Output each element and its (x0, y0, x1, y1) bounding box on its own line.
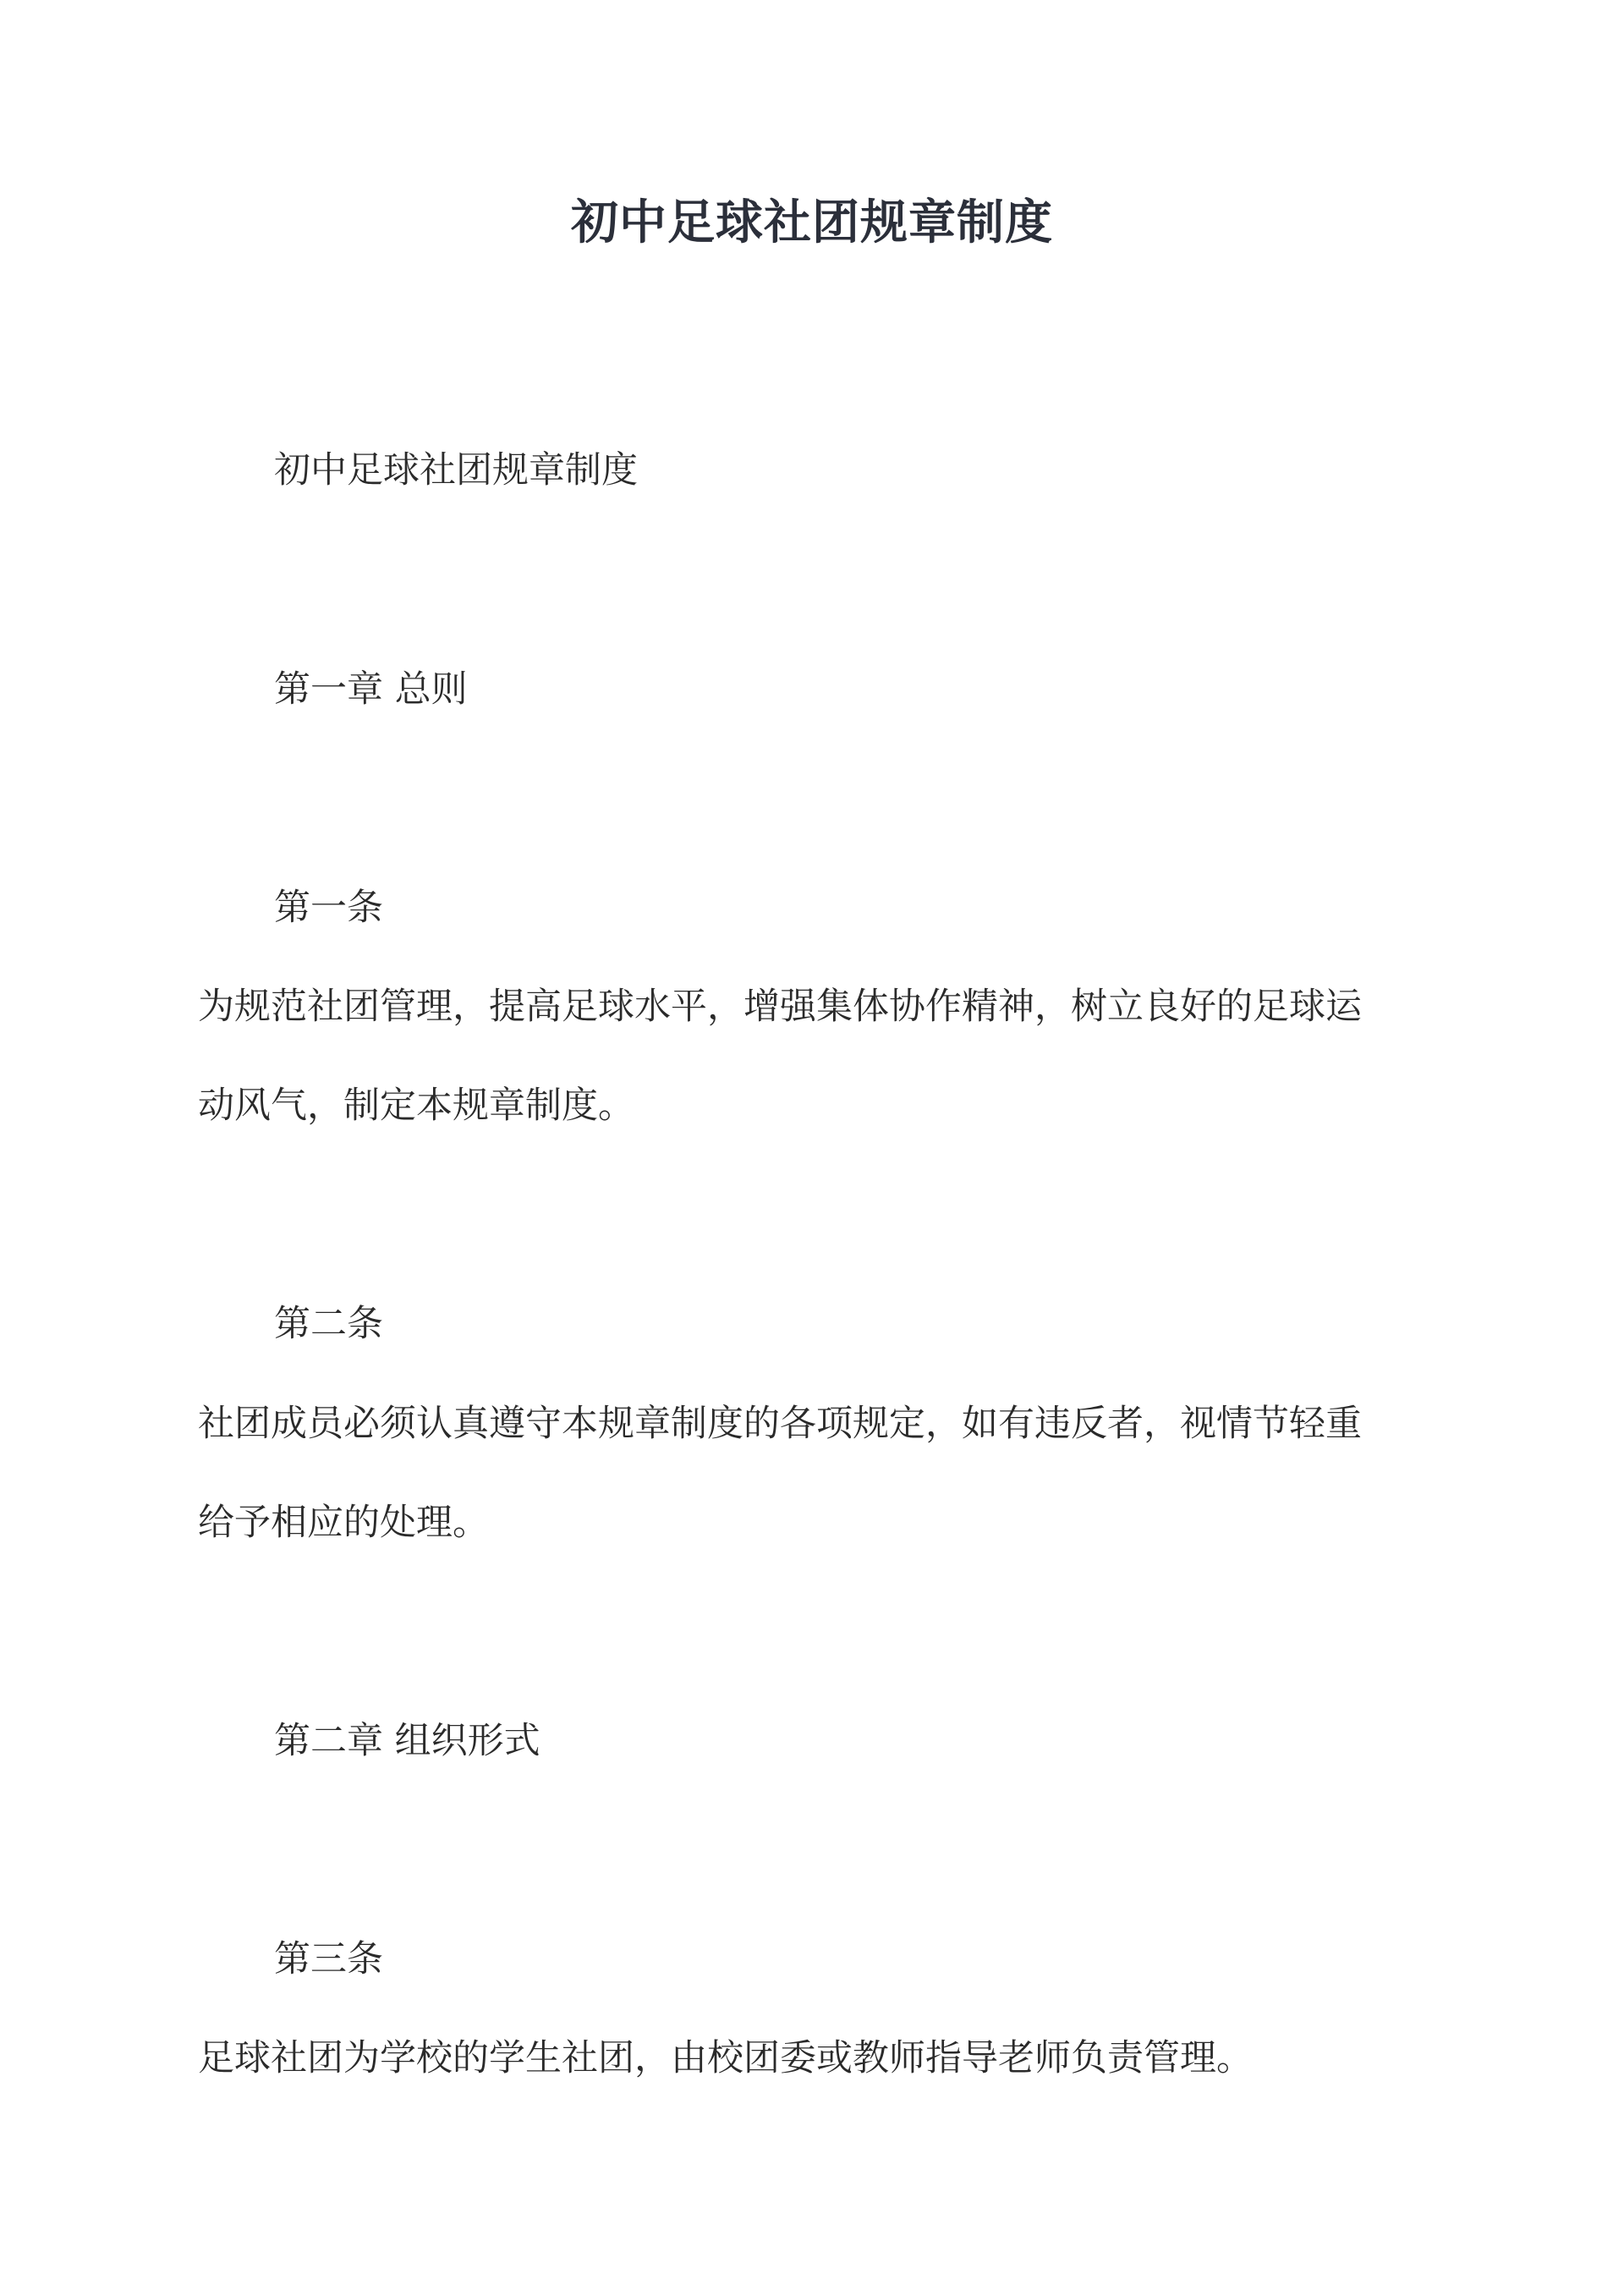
article-text-line: 足球社团为学校的学生社团，由校团委或教师指导老师负责管理。 (198, 2037, 1253, 2079)
document-subtitle: 初中足球社团规章制度 (274, 449, 638, 492)
article-text-line: 为规范社团管理，提高足球水平，增强集体协作精神，树立良好的足球运 (198, 986, 1362, 1028)
article-text-line: 给予相应的处理。 (198, 1502, 489, 1544)
document-title: 初中足球社团规章制度 (571, 195, 1053, 250)
article-text-line: 动风气，制定本规章制度。 (198, 1085, 634, 1127)
article-heading: 第一条 (274, 887, 383, 929)
article-text-line: 社团成员必须认真遵守本规章制度的各项规定，如有违反者，视情节轻重 (198, 1403, 1362, 1445)
article-heading: 第三条 (274, 1938, 383, 1980)
chapter-heading: 第一章 总则 (274, 668, 468, 711)
article-heading: 第二条 (274, 1303, 383, 1345)
chapter-heading: 第二章 组织形式 (274, 1720, 540, 1762)
